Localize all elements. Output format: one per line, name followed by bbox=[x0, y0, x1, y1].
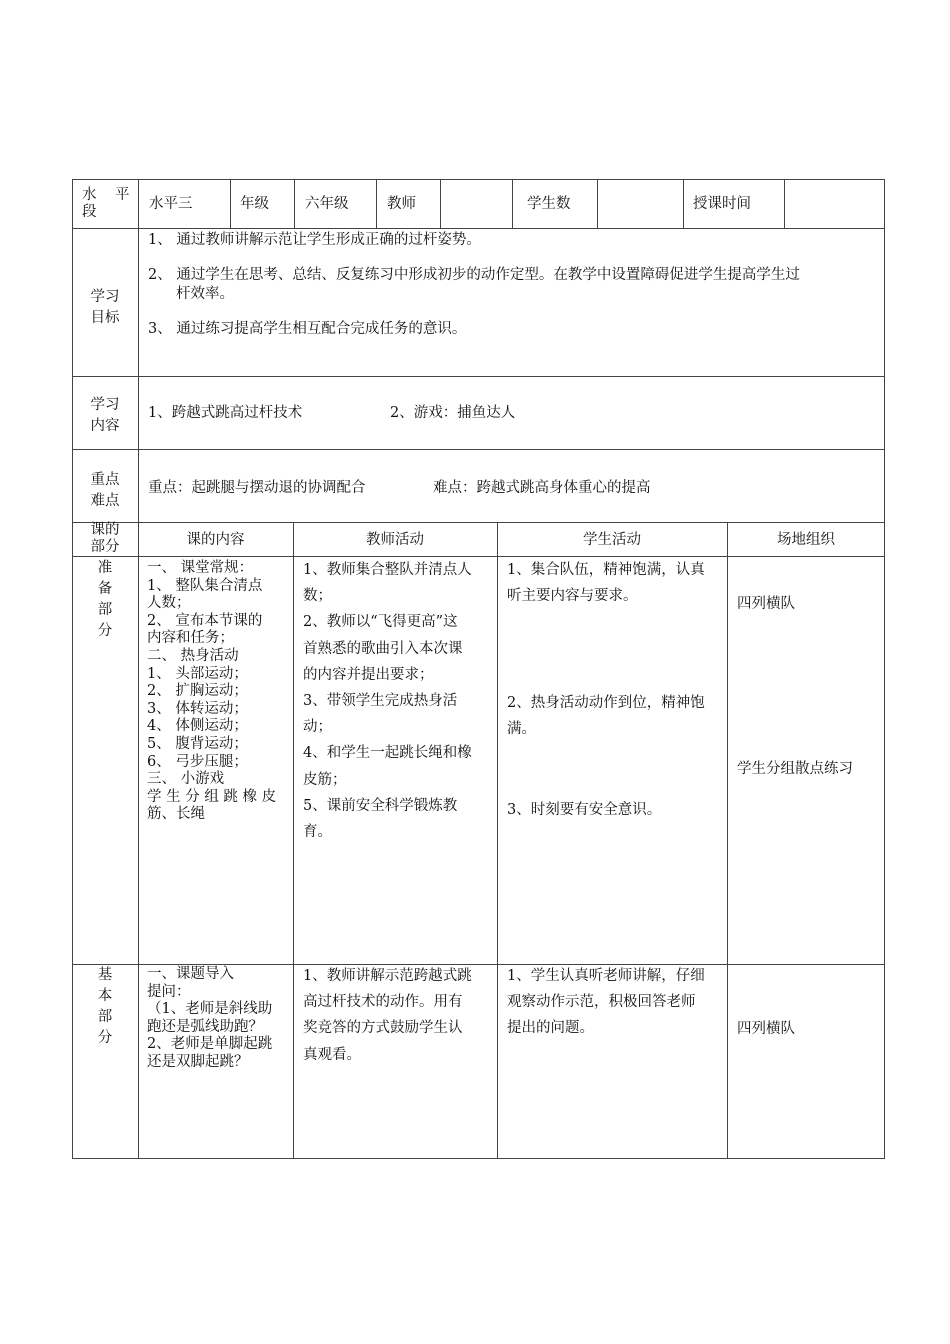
col-divider bbox=[784, 179, 785, 228]
list-item: 学 生 分 组 跳 橡 皮 bbox=[147, 788, 277, 805]
col-divider bbox=[512, 179, 513, 228]
list-item: 5、 腹背运动； bbox=[147, 735, 248, 752]
list-item: 还是双脚起跳？ bbox=[147, 1053, 249, 1070]
basic-venue: 四列横队 bbox=[737, 1021, 795, 1037]
key-point: 重点：起跳腿与摆动退的协调配合 bbox=[148, 480, 366, 496]
list-item: 一、 课堂常规： bbox=[147, 560, 254, 576]
row-divider bbox=[72, 522, 885, 523]
col-divider bbox=[376, 179, 377, 228]
row-divider bbox=[72, 449, 885, 450]
list-item: 2、 宣布本节课的 bbox=[147, 612, 263, 629]
col-divider bbox=[138, 179, 139, 1159]
goal-item: 2、 通过学生在思考、总结、反复练习中形成初步的动作定型。在教学中设置障碍促进学生提高学生过 bbox=[148, 267, 800, 283]
list-item: 三、 小游戏 bbox=[147, 771, 225, 788]
col-divider bbox=[497, 522, 498, 1159]
list-item: 1、 整队集合清点 bbox=[147, 577, 263, 594]
basic-content bbox=[147, 966, 289, 1072]
list-item: 提问： bbox=[147, 983, 191, 1000]
basic-student-activity: 1、学生认真听老师讲解，仔细 观察动作示范，积极回答老师 提出的问题。 bbox=[507, 968, 705, 1037]
prep-student-activity-2: 2、热身活动动作到位，精神饱 满。 bbox=[507, 695, 705, 737]
prep-teacher-activity: 1、教师集合整队并清点人 数； 2、教师以“飞得更高”这 首熟悉的歌曲引入本次课 的内容并提出要求； 3、带领学生完成热身活 动； 4、和学生一起跳长绳和橡 皮筋； 5、课前安全科学锻炼教 育。 bbox=[303, 562, 472, 841]
content-item: 1、跨越式跳高过杆技术 bbox=[148, 405, 303, 421]
key-label: 重点 难点 bbox=[90, 472, 120, 509]
prep-content bbox=[147, 560, 289, 824]
list-item: 4、 体侧运动； bbox=[147, 718, 248, 735]
list-item: 3、 体转运动； bbox=[147, 700, 248, 717]
col-divider bbox=[294, 179, 295, 228]
list-item: 跑还是弧线助跑？ bbox=[147, 1018, 263, 1035]
time-label: 授课时间 bbox=[693, 196, 751, 212]
student-activity-header: 学生活动 bbox=[583, 532, 641, 548]
list-item: 筋、长绳 bbox=[147, 806, 205, 823]
col-divider bbox=[293, 522, 294, 1159]
difficulty-point: 难点：跨越式跳高身体重心的提高 bbox=[433, 480, 651, 496]
row-divider bbox=[72, 376, 885, 377]
teacher-label: 教师 bbox=[387, 196, 416, 212]
list-item: （1、老师是斜线助 bbox=[147, 1001, 273, 1018]
students-label: 学生数 bbox=[527, 196, 571, 212]
prep-student-activity-3: 3、时刻要有安全意识。 bbox=[507, 802, 662, 818]
venue-header: 场地组织 bbox=[777, 532, 835, 548]
goal-item-continued: 杆效率。 bbox=[176, 286, 234, 302]
col-divider bbox=[727, 522, 728, 1159]
list-item: 内容和任务； bbox=[147, 630, 234, 647]
list-item: 2、老师是单脚起跳 bbox=[147, 1036, 273, 1053]
basic-teacher-activity: 1、教师讲解示范跨越式跳 高过杆技术的动作。用有 奖竞答的方式鼓励学生认 真观看。 bbox=[303, 968, 472, 1063]
goal-item: 1、 通过教师讲解示范让学生形成正确的过杆姿势。 bbox=[148, 232, 481, 248]
level-value: 水平三 bbox=[149, 196, 193, 212]
col-divider bbox=[683, 179, 684, 228]
list-item: 人数； bbox=[147, 595, 191, 612]
list-item: 二、 热身活动 bbox=[147, 647, 239, 664]
prep-venue-1: 四列横队 bbox=[737, 596, 795, 612]
content-label: 学习 内容 bbox=[90, 397, 120, 434]
col-divider bbox=[440, 179, 441, 228]
prep-student-activity: 1、集合队伍，精神饱满，认真 听主要内容与要求。 bbox=[507, 562, 705, 604]
col-divider bbox=[597, 179, 598, 228]
list-item: 2、 扩胸运动； bbox=[147, 683, 248, 700]
goal-item: 3、 通过练习提高学生相互配合完成任务的意识。 bbox=[148, 321, 467, 337]
lesson-content-header: 课的内容 bbox=[186, 532, 245, 548]
goals-label: 学习 目标 bbox=[90, 289, 120, 326]
basic-part-label: 基 本 部 分 bbox=[97, 967, 113, 1046]
row-divider bbox=[72, 228, 885, 229]
list-item: 1、 头部运动； bbox=[147, 665, 248, 682]
grade-label: 年级 bbox=[240, 196, 269, 212]
content-item: 2、游戏：捕鱼达人 bbox=[390, 405, 516, 421]
prep-part-label: 准 备 部 分 bbox=[97, 560, 113, 639]
list-item: 一、课题导入 bbox=[147, 966, 234, 982]
list-item: 6、 弓步压腿； bbox=[147, 753, 248, 770]
col-divider bbox=[230, 179, 231, 228]
grade-value: 六年级 bbox=[305, 196, 349, 212]
part-column-header: 课的 部分 bbox=[90, 522, 120, 555]
prep-venue-2: 学生分组散点练习 bbox=[737, 761, 853, 777]
teacher-activity-header: 教师活动 bbox=[366, 532, 424, 548]
